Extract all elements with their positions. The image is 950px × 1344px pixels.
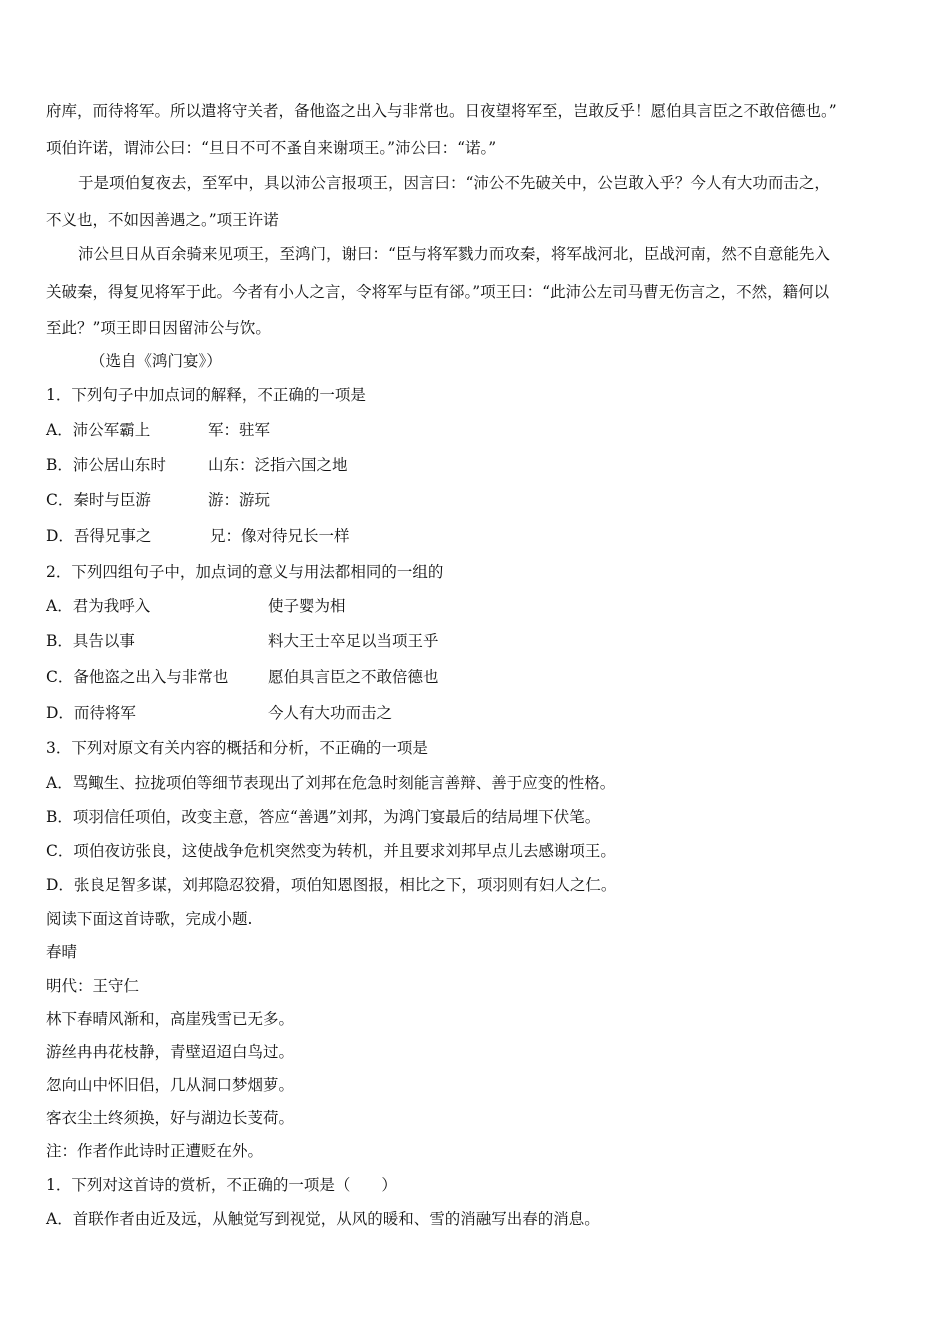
option-explanation: 军：驻军 — [208, 421, 271, 439]
option-right: 愿伯具言臣之不敢倍德也 — [268, 668, 439, 686]
question-3-option-c: C．项伯夜访张良，这使战争危机突然变为转机，并且要求刘邦早点儿去感谢项王。 — [46, 842, 616, 860]
passage-line: 项伯许诺，谓沛公曰：“旦日不可不蚤自来谢项王。”沛公曰：“诺。” — [46, 139, 497, 157]
passage-line: 府库，而待将军。所以遣将守关者，备他盗之出入与非常也。日夜望将军至，岂敢反乎！愿伯具言臣之不敢倍德也。” — [46, 102, 837, 120]
option-left: C．备他盗之出入与非常也 — [46, 668, 229, 686]
question-1-option-a — [46, 420, 271, 440]
question-2-option-c — [46, 667, 439, 687]
option-left: D．而待将军 — [46, 704, 136, 722]
option-text: A．沛公军霸上 — [46, 421, 151, 439]
passage-line: 沛公旦日从百余骑来见项王，至鸿门，谢曰：“臣与将军戮力而攻秦，将军战河北，臣战河南，然不自意能先入 — [78, 245, 830, 263]
passage-line: 于是项伯复夜去，至军中，具以沛公言报项王，因言曰：“沛公不先破关中，公岂敢入乎？今人有大功而击之， — [78, 174, 830, 192]
option-right: 使子婴为相 — [268, 597, 346, 615]
passage-line: 至此？”项王即日因留沛公与饮。 — [46, 319, 271, 337]
option-right: 料大王士卒足以当项王乎 — [268, 632, 439, 650]
option-text: B．沛公居山东时 — [46, 456, 166, 474]
poem-title: 春晴 — [46, 943, 78, 961]
question-3-option-b: B．项羽信任项伯，改变主意，答应“善遇”刘邦，为鸿门宴最后的结局埋下伏笔。 — [46, 808, 601, 826]
option-text: D．吾得兄事之 — [46, 527, 152, 545]
poem-line: 客衣尘土终须换，好与湖边长芰荷。 — [46, 1109, 295, 1127]
option-explanation: 兄：像对待兄长一样 — [210, 527, 350, 545]
question-4-stem: 1．下列对这首诗的赏析，不正确的一项是（ ） — [46, 1176, 397, 1194]
passage-line: 不义也，不如因善遇之。”项王许诺 — [46, 211, 279, 229]
question-3-option-a: A．骂鲰生、拉拢项伯等细节表现出了刘邦在危急时刻能言善辩、善于应变的性格。 — [46, 774, 616, 792]
poem-line: 游丝冉冉花枝静，青壁迢迢白鸟过。 — [46, 1043, 295, 1061]
question-2-stem: 2．下列四组句子中，加点词的意义与用法都相同的一组的 — [46, 563, 444, 581]
question-4-option-a: A．首联作者由近及远，从触觉写到视觉，从风的暖和、雪的消融写出春的消息。 — [46, 1210, 600, 1228]
option-right: 今人有大功而击之 — [268, 704, 393, 722]
question-2-option-b — [46, 631, 439, 651]
poem-line: 林下春晴风渐和，高崖残雪已无多。 — [46, 1010, 295, 1028]
question-2-option-a — [46, 596, 346, 616]
passage-line: 关破秦，得复见将军于此。今者有小人之言，令将军与臣有郤。”项王曰：“此沛公左司马曹无伤言之，不然，籍何以 — [46, 283, 830, 301]
question-1-option-c — [46, 490, 271, 510]
question-1-stem: 1．下列句子中加点词的解释，不正确的一项是 — [46, 386, 366, 404]
option-explanation: 山东：泛指六国之地 — [208, 456, 348, 474]
poem-line: 忽向山中怀旧侣，几从洞口梦烟萝。 — [46, 1076, 295, 1094]
option-left: B．具告以事 — [46, 632, 135, 650]
question-3-option-d: D．张良足智多谋，刘邦隐忍狡猾，项伯知恩图报，相比之下，项羽则有妇人之仁。 — [46, 876, 617, 894]
question-3-stem: 3．下列对原文有关内容的概括和分析，不正确的一项是 — [46, 739, 428, 757]
question-1-option-d — [46, 526, 350, 546]
poem-intro: 阅读下面这首诗歌，完成小题. — [46, 910, 253, 928]
question-1-option-b — [46, 455, 348, 475]
passage-source: （选自《鸿门宴》） — [90, 352, 222, 370]
poem-note: 注：作者作此诗时正遭贬在外。 — [46, 1142, 264, 1160]
option-explanation: 游：游玩 — [208, 491, 271, 509]
question-2-option-d — [46, 703, 393, 723]
option-left: A．君为我呼入 — [46, 597, 151, 615]
option-text: C．秦时与臣游 — [46, 491, 151, 509]
poem-author: 明代：王守仁 — [46, 977, 140, 995]
